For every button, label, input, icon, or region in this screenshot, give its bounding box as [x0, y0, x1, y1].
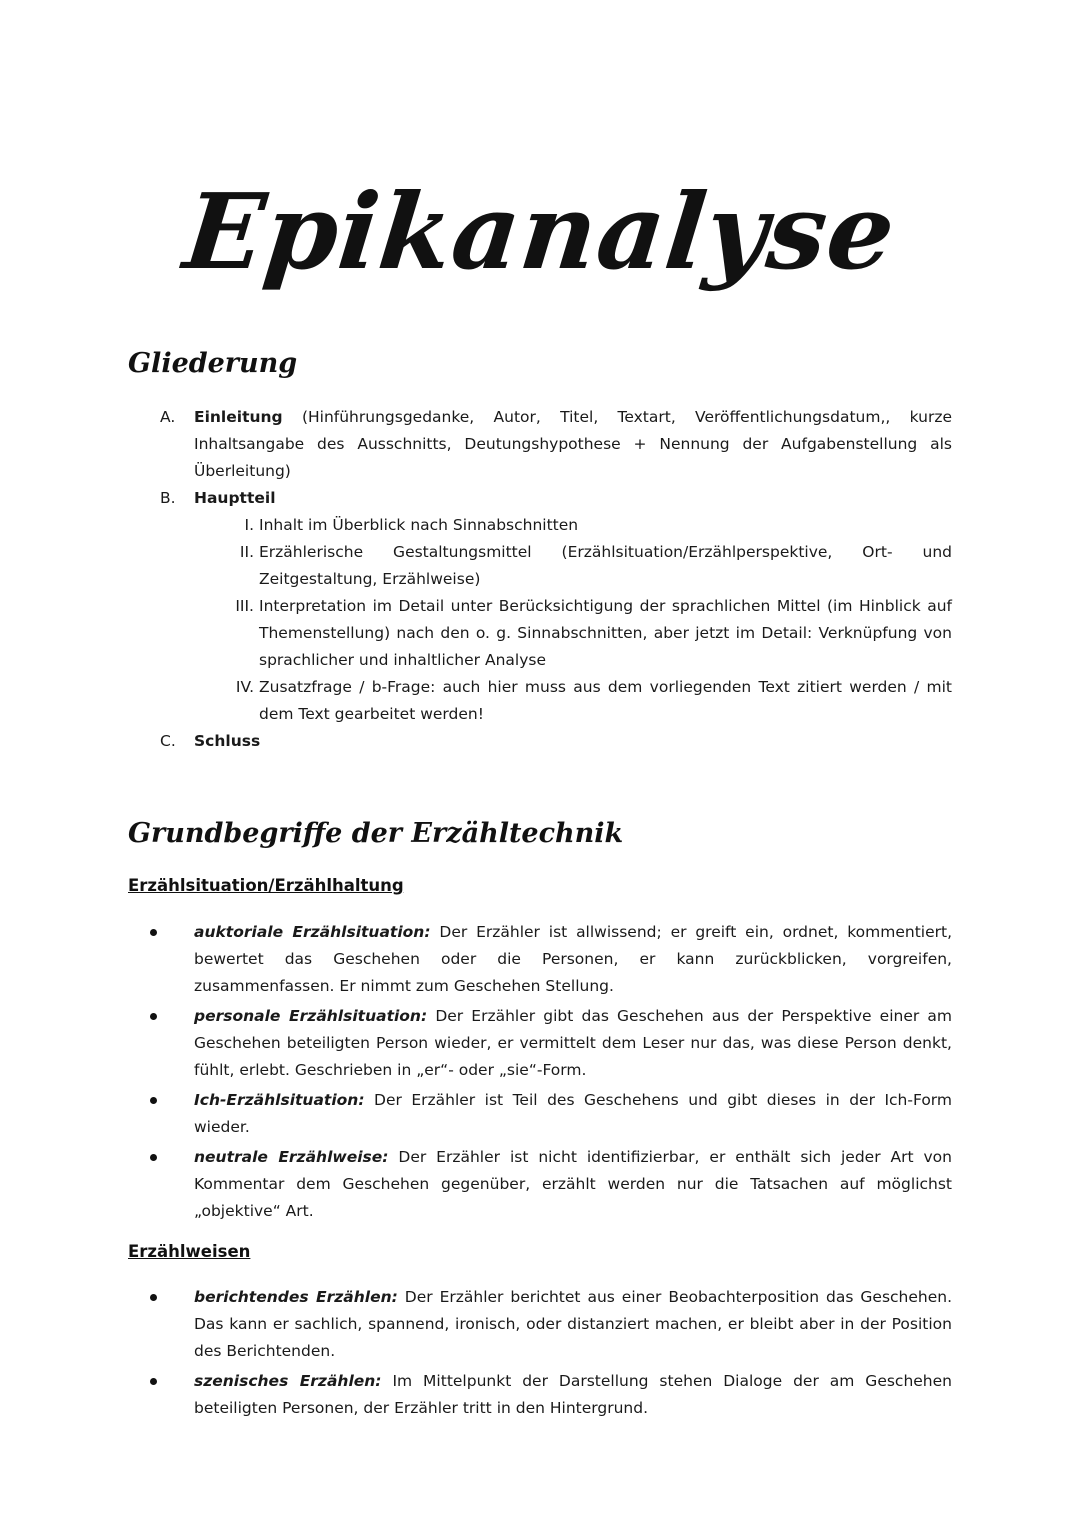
- term: neutrale Erzählweise:: [194, 1148, 389, 1166]
- hauptteil-text: Erzählerische Gestaltungsmittel (Erzählsituation/Erzählperspektive, Ort- und Zeitgestaltung, Erzählweise): [259, 543, 952, 588]
- roman-marker: IV.: [235, 678, 254, 696]
- list-item: [150, 1003, 952, 1084]
- grundbegriffe-heading: Grundbegriffe der Erzähltechnik: [128, 818, 624, 849]
- outline-text: (Hinführungsgedanke, Autor, Titel, Textart, Veröffentlichungsdatum,, kurze Inhaltsangabe des Ausschnitts, Deutungshypothese + Nennung der Aufgabenstellung als Überleitung): [194, 408, 952, 480]
- outline-item-hauptteil: [160, 485, 952, 512]
- outline-head: Einleitung: [194, 408, 283, 426]
- roman-marker: III.: [235, 597, 254, 615]
- definition: Der Erzähler ist nicht identifizierbar, er enthält sich jeder Art von Kommentar dem Geschehen gegenüber, erzählt werden nur die Tatsachen auf möglichst „objektive“ Art.: [194, 1148, 952, 1220]
- erzaehlweisen-list: [150, 1284, 952, 1425]
- term: berichtendes Erzählen:: [194, 1288, 398, 1306]
- bullet-icon: [150, 1294, 157, 1301]
- term: personale Erzählsituation:: [194, 1007, 428, 1025]
- erzaehlsituation-list: [150, 919, 952, 1228]
- bullet-icon: [150, 1013, 157, 1020]
- hauptteil-item: [224, 539, 952, 593]
- gliederung-outline: [160, 404, 952, 755]
- definition: Der Erzähler berichtet aus einer Beobachterposition das Geschehen. Das kann er sachlich, spannend, ironisch, oder distanziert machen, er bleibt aber in der Position des Berichtenden.: [194, 1288, 953, 1360]
- list-item: [150, 1144, 952, 1225]
- term: Ich-Erzählsituation:: [194, 1091, 365, 1109]
- outline-marker: B.: [160, 489, 176, 507]
- list-item: [150, 1087, 952, 1141]
- gliederung-heading: Gliederung: [128, 348, 298, 379]
- hauptteil-item: [224, 674, 952, 728]
- definition: Der Erzähler gibt das Geschehen aus der Perspektive einer am Geschehen beteiligten Person wieder, er vermittelt dem Leser nur das, was diese Person denkt, fühlt, erlebt. Geschrieben in „er“- oder „sie“-Form.: [194, 1007, 952, 1079]
- roman-marker: II.: [239, 543, 254, 561]
- hauptteil-item: [224, 512, 952, 539]
- definition: Der Erzähler ist allwissend; er greift ein, ordnet, kommentiert, bewertet das Geschehen oder die Personen, er kann zurückblicken, vorgreifen, zusammenfassen. Er nimmt zum Geschehen Stellung.: [194, 923, 952, 995]
- bullet-icon: [150, 1378, 157, 1385]
- list-item: [150, 1368, 952, 1422]
- outline-item-schluss: [160, 728, 952, 755]
- definition: Der Erzähler ist Teil des Geschehens und gibt dieses in der Ich-Form wieder.: [194, 1091, 952, 1136]
- erzaehlweisen-heading: Erzählweisen: [128, 1242, 251, 1261]
- term: szenisches Erzählen:: [194, 1372, 382, 1390]
- roman-marker: I.: [244, 516, 254, 534]
- outline-marker: A.: [160, 408, 176, 426]
- hauptteil-text: Inhalt im Überblick nach Sinnabschnitten: [259, 516, 579, 534]
- list-item: [150, 1284, 952, 1365]
- bullet-icon: [150, 1097, 157, 1104]
- list-item: [150, 919, 952, 1000]
- hauptteil-text: Zusatzfrage / b-Frage: auch hier muss aus dem vorliegenden Text zitiert werden / mit dem Text gearbeitet werden!: [259, 678, 952, 723]
- outline-item-einleitung: [160, 404, 952, 485]
- outline-marker: C.: [160, 732, 176, 750]
- definition: Im Mittelpunkt der Darstellung stehen Dialoge der am Geschehen beteiligten Personen, der Erzähler tritt in den Hintergrund.: [194, 1372, 952, 1417]
- bullet-icon: [150, 929, 157, 936]
- outline-head: Schluss: [194, 732, 261, 750]
- hauptteil-text: Interpretation im Detail unter Berücksichtigung der sprachlichen Mittel (im Hinblick auf Themenstellung) nach den o. g. Sinnabschnitten, aber jetzt im Detail: Verknüpfung von sprachlicher und inhaltlicher Analyse: [259, 597, 952, 669]
- hauptteil-item: [224, 593, 952, 674]
- outline-head: Hauptteil: [194, 489, 276, 507]
- erzaehlsituation-heading: Erzählsituation/Erzählhaltung: [128, 876, 404, 895]
- page-title: Epikanalyse: [178, 170, 902, 293]
- bullet-icon: [150, 1154, 157, 1161]
- term: auktoriale Erzählsituation:: [194, 923, 431, 941]
